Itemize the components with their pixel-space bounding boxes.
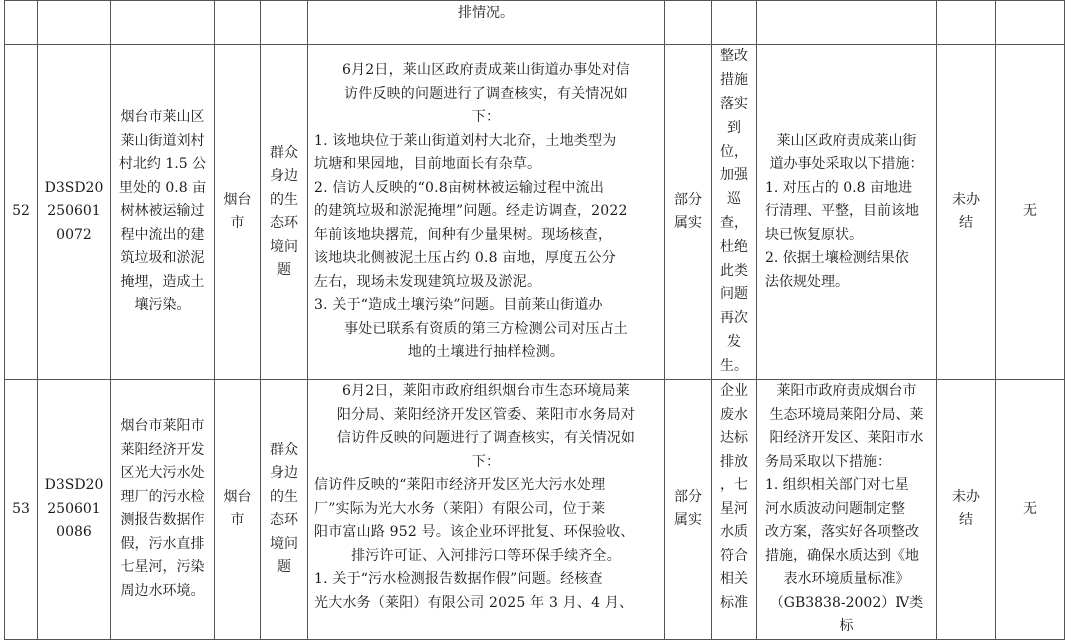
cell-empty: [215, 1, 261, 45]
type-line: 题: [277, 559, 291, 576]
city-cell: [215, 380, 261, 640]
investigation-details-cell: [308, 45, 665, 380]
details-line: 1. 该地块位于莱山街道刘村大北夼，土地类型为: [314, 132, 617, 149]
status-line: 发: [727, 333, 741, 350]
title-line: 里处的 0.8 亩: [118, 179, 207, 196]
city-line: 烟台: [223, 191, 252, 208]
progress-line: 未办: [952, 191, 980, 208]
title-line: 莱阳经济开发: [120, 441, 205, 458]
details-line: 阳市富山路 952 号。该企业环评批复、环保验收、: [314, 524, 635, 540]
status-line: 此类: [720, 262, 748, 279]
cell-empty: [757, 1, 937, 45]
title-line: 烟台市莱山区: [120, 109, 205, 126]
details-line: 排污许可证、入河排污口等环保手续齐全。: [351, 547, 621, 564]
rectification-status-cell: [712, 380, 757, 640]
measures-line: 2. 依据土壤检测结果依: [765, 250, 909, 267]
measures-line: 1. 组织相关部门对七星: [765, 477, 909, 493]
cell-empty: [996, 1, 1065, 45]
status-line: 生。: [720, 357, 748, 374]
type-line: 身边: [270, 465, 298, 482]
status-line: 到: [727, 119, 741, 136]
type-line: 群众: [270, 144, 298, 161]
details-line: 信访件反映的“莱阳市经济开发区光大污水处理: [314, 477, 606, 493]
details-line: 2. 信访人反映的“0.8亩树林被运输过程中流出: [314, 179, 605, 196]
details-line: 下：: [471, 109, 501, 126]
type-line: 的生: [270, 488, 298, 505]
title-line: 树林被运输过: [120, 203, 205, 220]
verify-line: 部分: [674, 488, 702, 505]
details-line: 地的土壤进行抽样检测。: [407, 344, 565, 361]
type-line: 群众: [270, 441, 298, 458]
measures-cell: [757, 380, 937, 640]
cell-empty: [261, 1, 308, 45]
type-line: 的生: [270, 191, 298, 208]
measures-line: 莱山区政府责成莱山街: [776, 132, 917, 149]
table-row-continued: [5, 1, 1065, 45]
investigation-details-cell: [308, 380, 665, 640]
progress-line: 结: [959, 215, 973, 231]
title-line: 筑垃圾和淤泥: [120, 250, 205, 267]
progress-cell: [937, 380, 996, 640]
status-line: 加强: [720, 167, 748, 184]
details-tail: 排情况。: [458, 5, 514, 21]
status-line: 再次: [720, 310, 748, 327]
verify-line: 部分: [674, 191, 702, 208]
type-line: 身边: [270, 168, 298, 184]
accountability-cell: 无: [996, 380, 1065, 640]
verification-cell: [665, 45, 712, 380]
measures-line: （GB3838-2002）Ⅳ类标: [769, 594, 924, 634]
status-line: 水质: [720, 524, 748, 540]
verification-cell: [665, 380, 712, 640]
title-line: 壤污染。: [134, 297, 191, 314]
details-line: 信访件反映的问题进行了调查核实，有关情况如: [336, 430, 636, 446]
verify-line: 属实: [674, 215, 702, 231]
status-line: 相关: [720, 571, 748, 587]
case-id-line: 0086: [56, 524, 92, 540]
details-line: 3. 关于“造成土壤污染”问题。目前莱山街道办: [314, 297, 603, 314]
measures-line: 1. 对压占的 0.8 亩地进: [765, 179, 912, 196]
progress-cell: [937, 45, 996, 380]
status-line: 排放: [720, 453, 748, 470]
status-line: 达标: [720, 430, 748, 446]
title-line: 理厂的污水检: [120, 488, 205, 505]
status-line: 位，: [720, 143, 748, 160]
title-line: 莱山街道刘村: [120, 132, 205, 149]
details-line: 访件反映的问题进行了调查核实，有关情况如: [344, 85, 628, 102]
case-id-line: D3SD20: [44, 179, 104, 196]
issue-type-cell: [261, 45, 308, 380]
details-line: 光大水务（莱阳）有限公司 2025 年 3 月、4 月、: [314, 594, 634, 611]
complaint-title-cell: [111, 45, 215, 380]
verify-line: 属实: [674, 512, 702, 529]
cell-empty: [712, 1, 757, 45]
table-row: [5, 45, 1065, 380]
progress-line: 未办: [952, 488, 980, 505]
title-line: 村北约 1.5 公: [118, 156, 207, 173]
cell-empty: [665, 1, 712, 45]
city-line: 市: [230, 512, 245, 529]
city-line: 市: [230, 215, 245, 231]
details-line: 下：: [471, 453, 501, 470]
row-number: 52: [5, 45, 38, 380]
details-line: 坑塘和果园地，目前地面长有杂草。: [314, 156, 542, 173]
status-line: 企业: [720, 383, 748, 399]
title-line: 七星河，污染: [120, 559, 205, 576]
status-line: ，七: [720, 477, 748, 493]
type-line: 境问: [270, 535, 298, 552]
title-line: 周边水环境。: [120, 582, 205, 599]
measures-line: 河水质波动问题制定整: [765, 500, 905, 517]
measures-line: 块已恢复原状。: [765, 226, 863, 243]
measures-cell: [757, 45, 937, 380]
measures-line: 措施，确保水质达到《地: [765, 547, 919, 564]
title-line: 假，污水直排: [120, 535, 205, 552]
case-id-line: 250601: [47, 500, 101, 517]
measures-line: 表水环境质量标准》: [783, 571, 910, 587]
measures-line: 阳经济开发区、莱阳市水: [769, 430, 924, 446]
row-number: 53: [5, 380, 38, 640]
measures-line: 莱阳市政府责成烟台市: [776, 383, 917, 399]
status-line: 废水: [720, 406, 748, 423]
progress-line: 结: [959, 512, 973, 529]
issue-type-cell: [261, 380, 308, 640]
case-id-line: 250601: [47, 203, 101, 220]
details-line: 该地块北侧被泥土压占约 0.8 亩地，厚度五公分: [314, 250, 616, 267]
status-line: 巡: [727, 191, 741, 208]
details-line: 6月2日，莱山区政府责成莱山街道办事处对信: [341, 62, 630, 79]
status-line: 问题: [720, 286, 748, 303]
cell-empty: [5, 1, 38, 45]
status-line: 查，: [720, 215, 748, 231]
case-id-line: 0072: [56, 226, 92, 243]
title-line: 烟台市莱阳市: [120, 418, 205, 435]
accountability-cell: 无: [996, 45, 1065, 380]
case-id-cell: [38, 45, 111, 380]
title-line: 掩埋，造成土: [120, 273, 205, 290]
type-line: 态环: [270, 215, 298, 231]
details-line: 厂”实际为光大水务（莱阳）有限公司，位于莱: [314, 500, 606, 517]
details-line: 6月2日，莱阳市政府组织烟台市生态环境局莱: [341, 383, 630, 399]
type-line: 境问: [270, 238, 298, 255]
details-line: 1. 关于“污水检测报告数据作假”问题。经核查: [314, 571, 603, 587]
rectification-status-cell: [712, 45, 757, 380]
details-line: 事处已联系有资质的第三方检测公司对压占土: [344, 320, 628, 337]
details-line: 的建筑垃圾和淤泥掩埋”问题。经走访调查，2022: [314, 203, 628, 220]
status-line: 符合: [720, 547, 748, 564]
details-line: 年前该地块撂荒，间种有少量果树。现场核查，: [314, 226, 613, 243]
status-line: 标准: [720, 594, 748, 611]
type-line: 态环: [270, 512, 298, 529]
complaint-table: [4, 0, 1065, 640]
title-line: 程中流出的建: [120, 226, 205, 243]
cell-empty: [111, 1, 215, 45]
status-line: 星河: [720, 500, 748, 517]
measures-line: 务局采取以下措施：: [765, 453, 891, 470]
status-line: 落实: [720, 96, 748, 113]
case-id-line: D3SD20: [44, 477, 104, 493]
cell-empty: [937, 1, 996, 45]
title-line: 测报告数据作: [120, 512, 205, 529]
type-line: 题: [277, 262, 291, 278]
cell-empty: [38, 1, 111, 45]
complaint-title-cell: [111, 380, 215, 640]
title-line: 区光大污水处: [120, 465, 205, 482]
measures-line: 道办事处采取以下措施：: [769, 156, 924, 173]
table-row: [5, 380, 1065, 640]
status-line: 整改: [720, 48, 748, 65]
measures-line: 改方案，落实好各项整改: [765, 524, 919, 540]
measures-line: 行清理、平整，目前该地: [765, 203, 919, 220]
city-line: 烟台: [223, 488, 252, 505]
city-cell: [215, 45, 261, 380]
details-line: 阳分局、莱阳经济开发区管委、莱阳市水务局对: [336, 406, 636, 423]
details-tail-cell: [308, 1, 665, 45]
status-line: 措施: [720, 72, 748, 89]
measures-line: 法依规处理。: [765, 273, 849, 290]
details-line: 左右，现场未发现建筑垃圾及淤泥。: [314, 273, 542, 290]
measures-line: 生态环境局莱阳分局、莱: [769, 406, 924, 423]
status-line: 杜绝: [720, 238, 748, 255]
case-id-cell: [38, 380, 111, 640]
